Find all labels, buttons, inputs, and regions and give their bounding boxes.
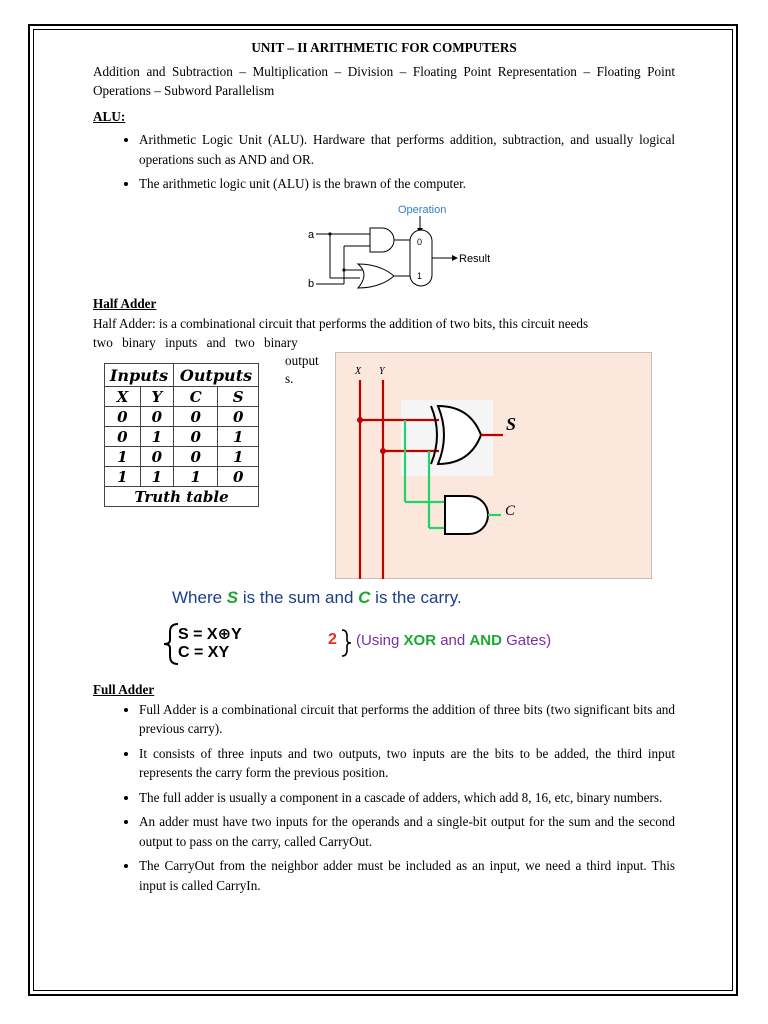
circuit-c-label: C	[505, 503, 516, 519]
circuit-s-label: S	[506, 414, 517, 434]
text-fragment: output	[285, 353, 319, 368]
text-fragment: Gates)	[501, 632, 552, 649]
half-adder-text-2: two binary inputs and two binary	[93, 335, 298, 350]
table-cell: 1	[105, 447, 141, 467]
table-cell: 0	[218, 407, 259, 427]
input-a-label: a	[308, 229, 315, 241]
text-fragment: (Using	[356, 632, 404, 649]
xor-word: XOR	[403, 632, 437, 649]
topics-line: Addition and Subtraction – Multiplication – Division – Floating Point Representation – Floating Point Operations – Subword Parallelism	[93, 63, 675, 98]
truth-table	[104, 363, 259, 507]
table-cell: 1	[140, 467, 173, 487]
half-adder-text-3	[285, 352, 319, 388]
circuit-y-label: Y	[379, 366, 385, 377]
table-cell: 0	[140, 447, 173, 467]
list-item: • Full Adder is a combinational circuit that performs the addition of three bits (two significant bits and previous carry).	[139, 700, 675, 739]
text-fragment: s.	[285, 371, 294, 386]
alu-diagram	[300, 198, 500, 294]
and-word: AND	[469, 632, 502, 649]
page-title: UNIT – II ARITHMETIC FOR COMPUTERS	[251, 40, 517, 55]
sum-symbol: S	[226, 588, 239, 607]
list-item: • It consists of three inputs and two outputs, two inputs are the bits to be added, the third input represents the carry form the previous position.	[139, 744, 675, 783]
sum-equation: S = X⊕Y	[178, 626, 242, 643]
half-adder-text: Half Adder: is a combinational circuit that performs the addition of two bits, this circuit needs	[93, 315, 589, 331]
table-row	[105, 467, 259, 487]
table-row	[105, 447, 259, 467]
table-cell: 1	[105, 467, 141, 487]
col-header-s: S	[218, 387, 259, 407]
table-cell: 0	[140, 407, 173, 427]
list-item: • The full adder is usually a component in a cascade of adders, which add 8, 16, etc, binary numbers.	[139, 788, 675, 808]
text-fragment: is the sum and	[238, 588, 359, 607]
list-item: • Arithmetic Logic Unit (ALU). Hardware that performs addition, subtraction, and usually logical operations such as AND and OR.	[139, 130, 675, 169]
list-item: • The arithmetic logic unit (ALU) is the brawn of the computer.	[139, 174, 675, 194]
table-cell: 1	[174, 467, 218, 487]
list-item: • An adder must have two inputs for the operands and a single-bit output for the sum and the second output to pass on the carry, called CarryOut.	[139, 812, 675, 851]
col-header-x: X	[105, 387, 141, 407]
or-gate-icon	[358, 264, 394, 288]
table-caption: Truth table	[105, 487, 259, 507]
outputs-header: Outputs	[174, 364, 259, 387]
table-cell: 0	[174, 407, 218, 427]
and-gate-icon	[370, 228, 394, 252]
text-fragment: and	[436, 632, 470, 649]
col-header-y: Y	[140, 387, 173, 407]
list-item: • The CarryOut from the neighbor adder must be included as an input, we need a third input. This input is called CarryIn.	[139, 856, 675, 895]
full-adder-heading: Full Adder	[93, 682, 155, 697]
text-fragment: Where	[172, 588, 227, 607]
right-brace-icon	[340, 628, 354, 658]
operation-label: Operation	[398, 204, 447, 216]
table-cell: 1	[218, 427, 259, 447]
table-row	[105, 407, 259, 427]
inputs-header: Inputs	[105, 364, 174, 387]
gate-count: 2	[328, 631, 337, 648]
text-fragment: is the carry.	[370, 588, 462, 607]
table-cell: 1	[140, 427, 173, 447]
carry-equation: C = XY	[178, 644, 230, 661]
table-row	[105, 427, 259, 447]
mux-input-1: 1	[417, 271, 423, 281]
table-cell: 0	[218, 467, 259, 487]
table-cell: 0	[105, 407, 141, 427]
half-adder-heading: Half Adder	[93, 296, 157, 311]
full-adder-bullets	[93, 700, 675, 896]
alu-bullets	[93, 130, 675, 194]
table-cell: 1	[218, 447, 259, 467]
table-cell: 0	[174, 427, 218, 447]
table-cell: 0	[174, 447, 218, 467]
and-gate-icon	[445, 496, 488, 534]
sum-carry-line	[172, 588, 462, 608]
circuit-x-label: X	[355, 366, 362, 377]
input-b-label: b	[308, 278, 315, 290]
table-cell: 0	[105, 427, 141, 447]
mux-input-0: 0	[417, 237, 423, 247]
document-body	[93, 38, 675, 199]
col-header-c: C	[174, 387, 218, 407]
gates-note	[356, 632, 551, 649]
carry-symbol: C	[358, 588, 371, 607]
half-adder-circuit	[335, 352, 652, 579]
result-label: Result	[459, 253, 491, 265]
alu-heading: ALU:	[93, 108, 126, 124]
